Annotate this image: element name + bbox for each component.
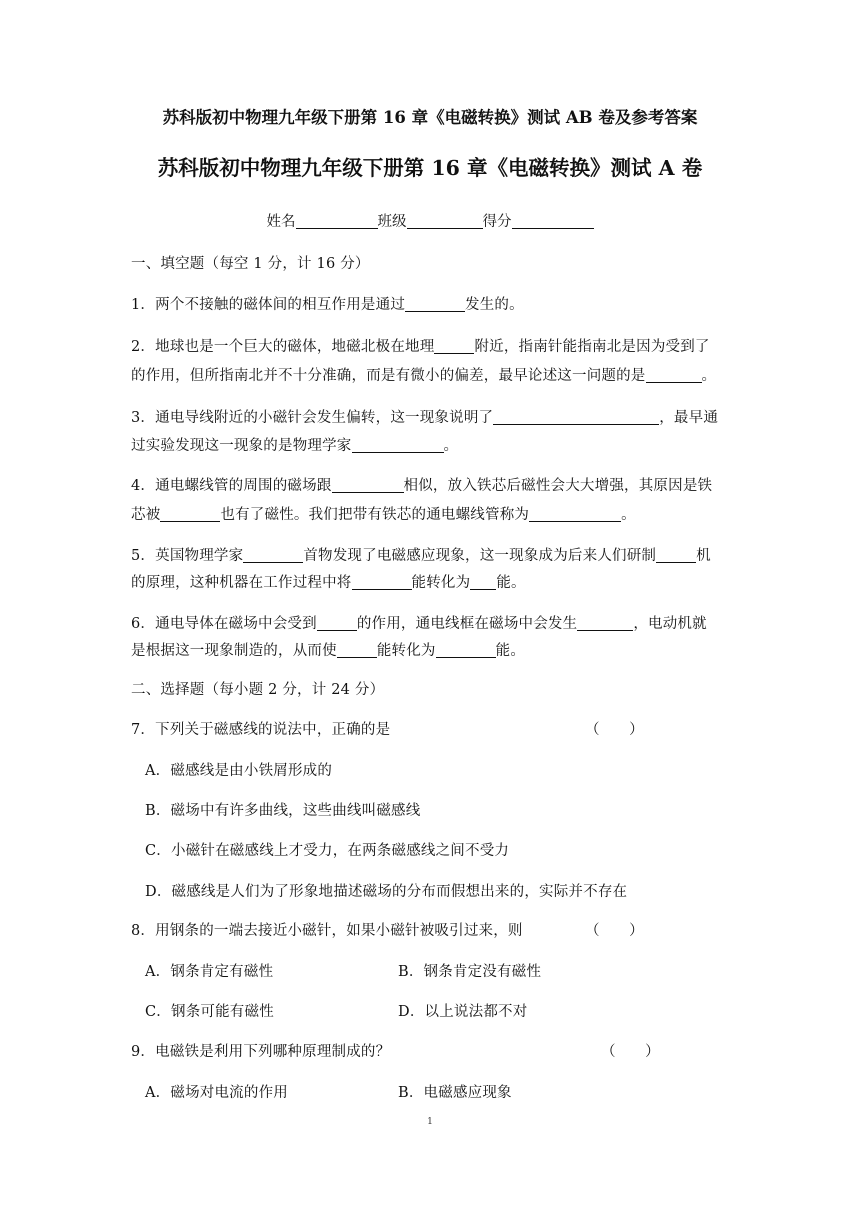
q7-option-d: D．磁感线是人们为了形象地描述磁场的分布而假想出来的，实际并不存在 [145, 884, 628, 900]
answer-blank [352, 437, 444, 453]
q6-text-c: ，电动机就 [633, 616, 707, 632]
q3-text-d: 。 [443, 438, 459, 454]
question-6-line-1 [131, 614, 707, 634]
q7-stem-text: 7．下列关于磁感线的说法中，正确的是 [131, 722, 391, 738]
q9-option-a: A．磁场对电流的作用 [145, 1085, 288, 1101]
q3-text-b: ，最早通 [659, 410, 719, 426]
answer-blank [332, 477, 404, 493]
q7-option-b: B．磁场中有许多曲线，这些曲线叫磁感线 [145, 803, 421, 819]
q4-text-c: 芯被 [131, 507, 161, 523]
question-4-line-2 [131, 505, 636, 525]
q9-option-b: B．电磁感应现象 [398, 1085, 512, 1101]
name-label: 姓名 [266, 214, 296, 230]
q3-text-c: 过实验发现这一现象的是物理学家 [131, 438, 352, 454]
score-blank [512, 213, 594, 229]
q4-text-b: 相似，放入铁芯后磁性会大大增强，其原因是铁 [403, 478, 713, 494]
question-4-line-1 [131, 476, 712, 496]
answer-blank [337, 642, 377, 658]
q6-text-d: 是根据这一现象制造的，从而使 [131, 643, 337, 659]
answer-blank [160, 506, 220, 522]
q1-text-b: 发生的。 [465, 297, 524, 313]
q4-text-d: 也有了磁性。我们把带有铁芯的通电螺线管称为 [220, 507, 530, 523]
document-title: 苏科版初中物理九年级下册第 16 章《电磁转换》测试 AB 卷及参考答案 [162, 108, 698, 127]
question-5-line-2 [131, 573, 526, 593]
student-info-line [0, 211, 860, 233]
exam-title: 苏科版初中物理九年级下册第 16 章《电磁转换》测试 A 卷 [157, 156, 703, 180]
answer-blank [470, 574, 496, 590]
q2-text-d: 。 [701, 368, 717, 384]
section2-heading: 二、选择题（每小题 2 分，计 24 分） [131, 682, 385, 698]
q4-text-e: 。 [621, 507, 636, 523]
answer-blank [529, 506, 621, 522]
answer-blank [656, 547, 696, 563]
answer-blank [436, 642, 496, 658]
q8-option-d: D．以上说法都不对 [398, 1004, 528, 1020]
question-2-line-1 [131, 337, 710, 357]
q6-text-f: 能。 [495, 643, 526, 659]
class-label: 班级 [377, 214, 407, 230]
q8-stem-text: 8．用钢条的一端去接近小磁针，如果小磁针被吸引过来，则 [131, 923, 523, 939]
q9-stem-text: 9．电磁铁是利用下列哪种原理制成的？ [131, 1044, 391, 1060]
question-3-line-2 [131, 436, 458, 456]
q5-text-c: 机 [696, 548, 711, 564]
q6-text-a: 6．通电导体在磁场中会受到 [131, 616, 317, 632]
page-number: 1 [427, 1117, 433, 1127]
q7-option-a: A．磁感线是由小铁屑形成的 [145, 763, 333, 779]
q5-text-a: 5．英国物理学家 [131, 548, 244, 564]
q8-option-b: B．钢条肯定没有磁性 [398, 964, 542, 980]
q6-text-e: 能转化为 [376, 643, 436, 659]
answer-blank [493, 409, 659, 425]
q2-text-b: 附近，指南针能指南北是因为受到了 [474, 339, 710, 355]
q1-text-a: 1．两个不接触的磁体间的相互作用是通过 [131, 297, 406, 313]
answer-parentheses: （ ） [585, 923, 644, 939]
name-blank [296, 213, 378, 229]
q2-text-a: 2．地球也是一个巨大的磁体，地磁北极在地理 [131, 339, 435, 355]
q7-option-c: C．小磁针在磁感线上才受力，在两条磁感线之间不受力 [145, 843, 510, 859]
question-9-stem [131, 1042, 671, 1062]
q4-text-a: 4．通电螺线管的周围的磁场跟 [131, 478, 332, 494]
score-label: 得分 [482, 214, 512, 230]
q5-text-b: 首物发现了电磁感应现象，这一现象成为后来人们研制 [303, 548, 657, 564]
q6-text-b: 的作用，通电线框在磁场中会发生 [356, 616, 578, 632]
answer-blank [405, 296, 465, 312]
question-2-line-2 [131, 366, 716, 386]
question-3-line-1 [131, 408, 718, 428]
q8-option-c: C．钢条可能有磁性 [145, 1004, 274, 1020]
q8-option-a: A．钢条肯定有磁性 [145, 964, 274, 980]
answer-parentheses: （ ） [585, 722, 644, 738]
answer-blank [646, 367, 702, 383]
question-7-stem [131, 720, 651, 740]
q5-text-d: 的原理，这种机器在工作过程中将 [131, 575, 352, 591]
q5-text-e: 能转化为 [411, 575, 471, 591]
answer-blank [243, 547, 303, 563]
answer-blank [317, 615, 357, 631]
question-1 [131, 295, 524, 315]
question-5-line-1 [131, 546, 711, 566]
question-8-stem [131, 921, 651, 941]
class-blank [407, 213, 483, 229]
answer-blank [577, 615, 633, 631]
answer-parentheses: （ ） [601, 1044, 660, 1060]
question-6-line-2 [131, 641, 525, 661]
section1-heading: 一、填空题（每空 1 分，计 16 分） [131, 256, 370, 272]
q5-text-f: 能。 [496, 575, 526, 591]
answer-blank [352, 574, 412, 590]
answer-blank [434, 338, 474, 354]
q3-text-a: 3．通电导线附近的小磁针会发生偏转，这一现象说明了 [131, 410, 494, 426]
q2-text-c: 的作用，但所指南北并不十分准确，而是有微小的偏差，最早论述这一问题的是 [131, 368, 646, 384]
